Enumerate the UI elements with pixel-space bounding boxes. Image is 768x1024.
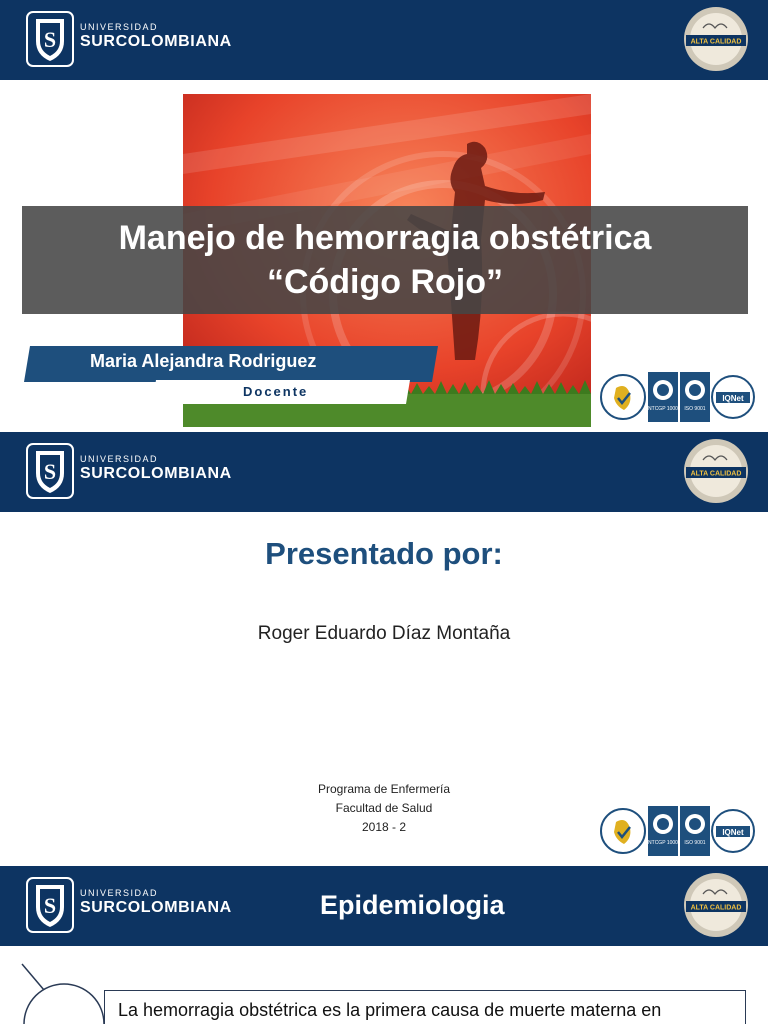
university-shield-icon: [26, 877, 74, 933]
svg-text:IQNet: IQNet: [722, 394, 744, 403]
university-shield-icon: [26, 11, 74, 67]
epidemiology-text: La hemorragia obstétrica es la primera causa de muerte materna en: [118, 1000, 662, 1020]
university-brand: [80, 888, 232, 918]
program-label: Programa de Enfermería: [317, 782, 451, 796]
author-role: Docente: [243, 384, 309, 399]
title-box: [22, 206, 748, 314]
university-shield-icon: [26, 443, 74, 499]
svg-text:NTCGP 1000: NTCGP 1000: [648, 406, 678, 412]
university-name: SURCOLOMBIANA: [80, 465, 232, 482]
author-name: Maria Alejandra Rodriguez: [90, 351, 317, 371]
svg-text:S: S: [43, 27, 57, 52]
university-small-label: UNIVERSIDAD: [80, 22, 159, 32]
university-brand: [80, 22, 232, 52]
decorative-circle-icon: [14, 962, 114, 1024]
svg-text:S: S: [43, 459, 57, 484]
slide-title: [0, 0, 768, 432]
svg-text:IQNet: IQNet: [722, 828, 744, 837]
slide-presenter: [0, 432, 768, 866]
university-brand: [80, 454, 232, 484]
svg-text:ALTA CALIDAD: ALTA CALIDAD: [690, 38, 742, 46]
university-small-label: UNIVERSIDAD: [80, 454, 159, 464]
certification-logos: [600, 370, 756, 424]
svg-text:ALTA CALIDAD: ALTA CALIDAD: [690, 904, 742, 912]
university-name: SURCOLOMBIANA: [80, 33, 232, 50]
slide-epidemiology: [0, 866, 768, 1024]
accreditation-seal-icon: [683, 872, 749, 938]
svg-text:ALTA CALIDAD: ALTA CALIDAD: [690, 470, 742, 478]
certification-logos: [600, 804, 756, 858]
section-title: Epidemiologia: [320, 890, 505, 920]
slide-header: [0, 866, 768, 946]
presentation-title-line1: Manejo de hemorragia obstétrica: [118, 219, 652, 257]
slide-header: [0, 432, 768, 512]
svg-text:ISO 9001: ISO 9001: [684, 840, 706, 846]
faculty-label: Facultad de Salud: [335, 801, 433, 815]
university-small-label: UNIVERSIDAD: [80, 888, 159, 898]
presenter-name: Roger Eduardo Díaz Montaña: [257, 623, 511, 644]
svg-text:S: S: [43, 893, 57, 918]
presentation-title-line2: “Código Rojo”: [266, 263, 504, 301]
svg-text:ISO 9001: ISO 9001: [684, 406, 706, 412]
svg-text:NTCGP 1000: NTCGP 1000: [648, 840, 678, 846]
slide-header: [0, 0, 768, 80]
accreditation-seal-icon: [683, 438, 749, 504]
period-label: 2018 - 2: [361, 820, 407, 834]
university-name: SURCOLOMBIANA: [80, 899, 232, 916]
accreditation-seal-icon: [683, 6, 749, 72]
presented-by-heading: Presentado por:: [265, 536, 503, 571]
